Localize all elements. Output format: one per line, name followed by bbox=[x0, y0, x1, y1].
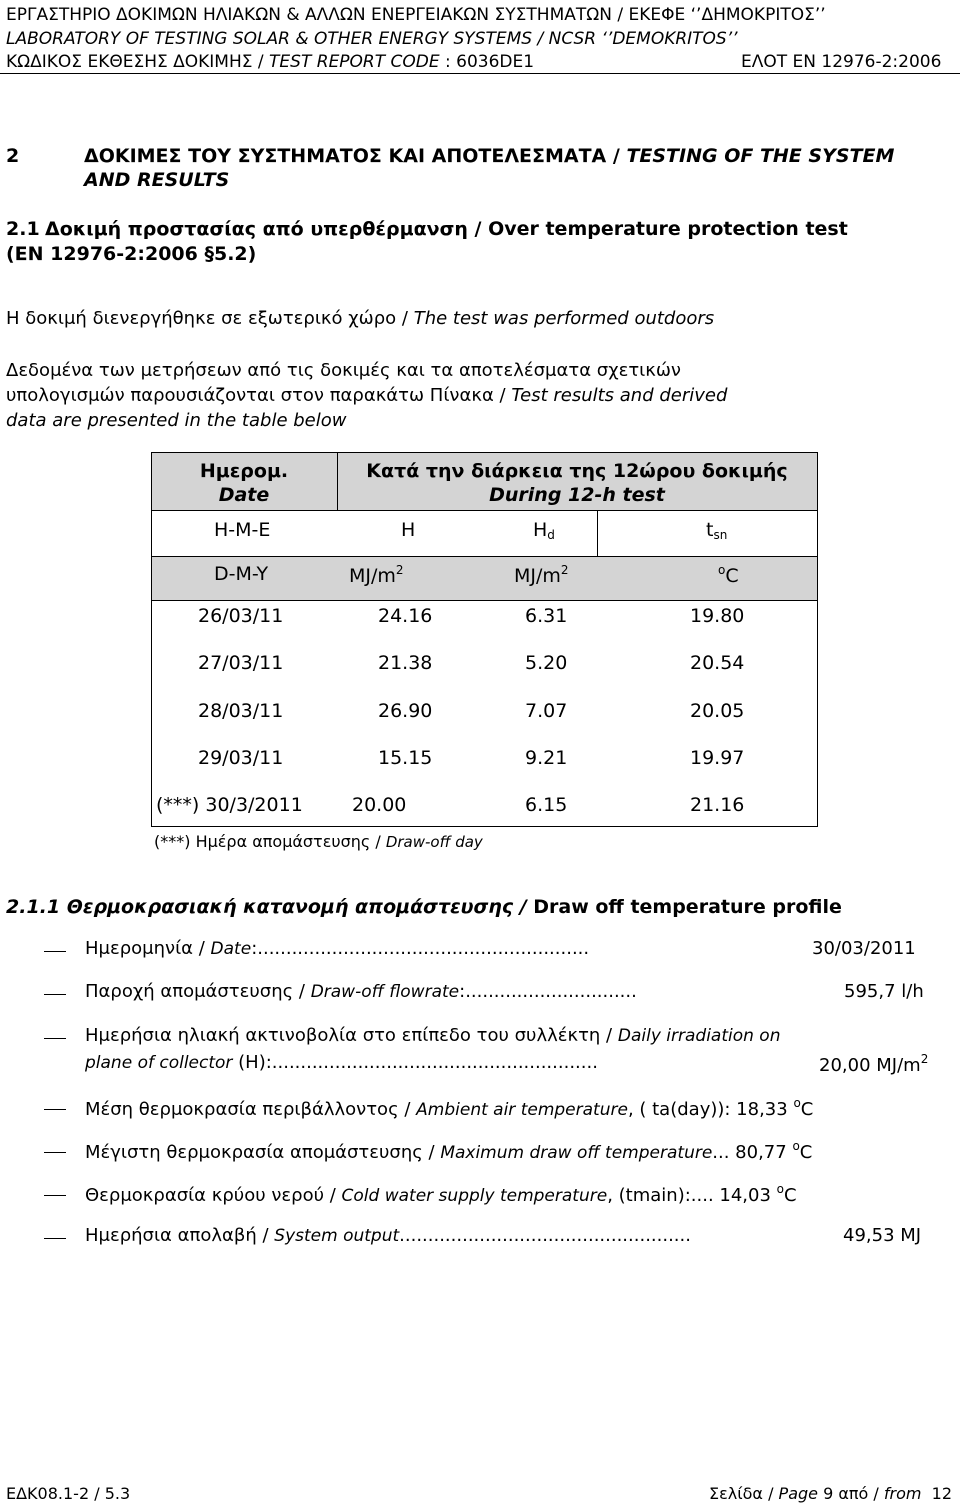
item-max-value: ... 80,77 bbox=[712, 1142, 793, 1163]
header-report-code bbox=[6, 51, 534, 73]
table-cell-h: 20.00 bbox=[352, 794, 407, 816]
item-system-output bbox=[85, 1225, 691, 1246]
item-ambient-unit: C bbox=[800, 1099, 814, 1120]
item-flowrate-english: Draw-off flowrate bbox=[310, 982, 460, 1002]
table-cell-date: (***) 30/3/2011 bbox=[156, 794, 303, 816]
item-cold-water-temp bbox=[85, 1182, 797, 1206]
table-unit-date: D-M-Y bbox=[214, 563, 269, 585]
table-footnote bbox=[154, 832, 483, 851]
bullet-dash bbox=[44, 1152, 66, 1153]
table-symbol-h: H bbox=[401, 519, 416, 541]
irradiation-value-main: 20,00 MJ/m bbox=[819, 1055, 921, 1076]
item-irradiation-value bbox=[819, 1052, 928, 1076]
item-max-drawoff-temp bbox=[85, 1139, 812, 1163]
paragraph-data-line1: Δεδομένα των μετρήσεων από τις δοκιμές και τα αποτελέσματα σχετικών bbox=[6, 360, 681, 381]
item-cold-degree: o bbox=[776, 1182, 784, 1196]
symbol-tsn-sub: sn bbox=[713, 528, 728, 542]
item-flowrate bbox=[85, 981, 637, 1002]
item-max-unit: C bbox=[799, 1142, 813, 1163]
item-date-value: 30/03/2011 bbox=[812, 938, 916, 959]
report-code-label: ΚΩΔΙΚΟΣ ΕΚΘΕΣΗΣ ΔΟΚΙΜΗΣ / bbox=[6, 52, 270, 72]
table-header-date-english: Date bbox=[218, 484, 270, 506]
table-cell-tsn: 19.80 bbox=[690, 605, 745, 627]
table-cell-tsn: 21.16 bbox=[690, 794, 745, 816]
unit-h-main: MJ/m bbox=[349, 565, 396, 587]
table-border-units-top bbox=[151, 556, 817, 557]
unit-t-main: C bbox=[725, 565, 739, 587]
table-cell-hd: 5.20 bbox=[525, 652, 568, 674]
table-cell-date: 26/03/11 bbox=[198, 605, 284, 627]
footnote-greek: (***) Ημέρα απομάστευσης / bbox=[154, 832, 386, 851]
item-max-english: Maximum draw off temperature bbox=[440, 1143, 713, 1163]
footer-from-greek: 9 από / bbox=[818, 1484, 884, 1503]
irradiation-value-sup: 2 bbox=[920, 1052, 929, 1066]
section-211-title-english: Draw off temperature profile bbox=[533, 896, 842, 918]
table-cell-hd: 7.07 bbox=[525, 700, 568, 722]
unit-h-sup: 2 bbox=[395, 563, 404, 577]
item-date bbox=[85, 938, 589, 959]
symbol-hd-sub: d bbox=[547, 528, 555, 542]
table-cell-date: 29/03/11 bbox=[198, 747, 284, 769]
table-cell-date: 27/03/11 bbox=[198, 652, 284, 674]
item-ambient-temp bbox=[85, 1096, 813, 1120]
section-2-title-greek: ΔΟΚΙΜΕΣ ΤΟΥ ΣΥΣΤΗΜΑΤΟΣ ΚΑΙ ΑΠΟΤΕΛΕΣΜΑΤΑ / bbox=[84, 145, 627, 167]
paragraph-outdoors-english: The test was performed outdoors bbox=[413, 308, 715, 329]
item-output-english: System output bbox=[274, 1226, 400, 1246]
table-border-units-bottom bbox=[151, 600, 817, 601]
item-date-greek: Ημερομηνία / bbox=[85, 938, 211, 959]
table-unit-hd bbox=[514, 563, 569, 587]
section-2-title bbox=[84, 145, 894, 167]
item-irradiation-english: Daily irradiation on bbox=[617, 1026, 781, 1046]
table-header-period-greek: Κατά την διάρκεια της 12ώρου δοκιμής bbox=[366, 460, 788, 482]
table-symbol-tsn bbox=[706, 519, 727, 542]
table-border-left bbox=[151, 452, 152, 827]
section-21-title bbox=[45, 218, 848, 240]
item-flowrate-greek: Παροχή απομάστευσης / bbox=[85, 981, 311, 1002]
item-output-dots: ................................................... bbox=[399, 1225, 691, 1246]
bullet-dash bbox=[44, 1238, 66, 1239]
item-max-degree: o bbox=[792, 1139, 800, 1153]
symbol-tsn-main: t bbox=[706, 519, 714, 541]
table-header-date-greek: Ημερομ. bbox=[199, 460, 289, 482]
header-divider bbox=[0, 73, 960, 74]
table-border-top bbox=[151, 452, 817, 453]
item-ambient-value: , ( ta(day)): 18,33 bbox=[627, 1099, 794, 1120]
item-output-greek: Ημερήσια απολαβή / bbox=[85, 1225, 275, 1246]
table-cell-h: 26.90 bbox=[378, 700, 433, 722]
header-lab-name-english: LABORATORY OF TESTING SOLAR & OTHER ENERGY SYSTEMS / NCSR ‘’DEMOKRITOS’’ bbox=[6, 29, 738, 49]
table-cell-hd: 6.31 bbox=[525, 605, 568, 627]
table-symbol-hd bbox=[533, 519, 555, 542]
item-cold-english: Cold water supply temperature bbox=[341, 1186, 608, 1206]
item-irradiation-english-cont: plane of collector bbox=[85, 1053, 233, 1073]
unit-t-sup: o bbox=[718, 563, 726, 577]
section-211-title bbox=[6, 896, 842, 918]
table-border-header-bottom bbox=[151, 510, 817, 511]
item-max-greek: Μέγιστη θερμοκρασία απομάστευσης / bbox=[85, 1142, 441, 1163]
item-cold-value: , (tmain):.... 14,03 bbox=[607, 1185, 777, 1206]
table-cell-tsn: 20.05 bbox=[690, 700, 745, 722]
report-code-value: : 6036DE1 bbox=[439, 52, 535, 72]
table-border-right bbox=[817, 452, 818, 827]
section-2-title-english: TESTING OF THE SYSTEM bbox=[626, 145, 895, 167]
section-21-title-english: Over temperature protection test bbox=[488, 218, 848, 240]
table-cell-tsn: 20.54 bbox=[690, 652, 745, 674]
section-211-title-greek: Θερμοκρασιακή κατανομή απομάστευσης / bbox=[66, 896, 534, 918]
report-code-label-en: TEST REPORT CODE bbox=[269, 52, 440, 72]
footer-total-pages: 12 bbox=[921, 1484, 953, 1503]
section-21-title-greek: Δοκιμή προστασίας από υπερθέρμανση / bbox=[45, 218, 489, 240]
item-ambient-english: Ambient air temperature bbox=[416, 1100, 628, 1120]
section-21-number: 2.1 bbox=[6, 218, 40, 240]
item-cold-unit: C bbox=[784, 1185, 797, 1206]
footer-page-greek: Σελίδα / bbox=[709, 1484, 779, 1503]
item-irradiation-greek: Ημερήσια ηλιακή ακτινοβολία στο επίπεδο του συλλέκτη / bbox=[85, 1025, 618, 1046]
table-border-bottom bbox=[151, 826, 817, 827]
table-unit-h bbox=[349, 563, 404, 587]
table-header-period-english: During 12-h test bbox=[489, 484, 665, 506]
table-cell-date: 28/03/11 bbox=[198, 700, 284, 722]
item-irradiation bbox=[85, 1025, 780, 1046]
table-cell-h: 24.16 bbox=[378, 605, 433, 627]
table-cell-h: 15.15 bbox=[378, 747, 433, 769]
item-flowrate-value: 595,7 l/h bbox=[844, 981, 924, 1002]
bullet-dash bbox=[44, 1195, 66, 1196]
paragraph-outdoors-greek: Η δοκιμή διενεργήθηκε σε εξωτερικό χώρο / bbox=[6, 308, 414, 329]
paragraph-data-line3: data are presented in the table below bbox=[6, 410, 347, 431]
paragraph-data-line2 bbox=[6, 385, 727, 406]
item-ambient-greek: Μέση θερμοκρασία περιβάλλοντος / bbox=[85, 1099, 417, 1120]
table-cell-h: 21.38 bbox=[378, 652, 433, 674]
section-21-reference: (ΕΝ 12976-2:2006 §5.2) bbox=[6, 243, 257, 265]
table-symbol-date: H-M-E bbox=[214, 519, 271, 541]
table-cell-hd: 6.15 bbox=[525, 794, 568, 816]
item-date-english: Date bbox=[210, 939, 252, 959]
bullet-dash bbox=[44, 951, 66, 952]
item-system-output-value: 49,53 MJ bbox=[843, 1225, 922, 1246]
item-cold-greek: Θερμοκρασία κρύου νερού / bbox=[85, 1185, 342, 1206]
item-date-dots: :.......................................................... bbox=[251, 938, 590, 959]
section-2-number: 2 bbox=[6, 145, 20, 167]
paragraph-outdoors bbox=[6, 308, 714, 329]
table-border-symbol-split bbox=[597, 510, 598, 556]
table-cell-tsn: 19.97 bbox=[690, 747, 745, 769]
bullet-dash bbox=[44, 1109, 66, 1110]
footer-page-english: Page bbox=[778, 1484, 818, 1503]
symbol-hd-main: H bbox=[533, 519, 548, 541]
bullet-dash bbox=[44, 994, 66, 995]
paragraph-data-greek: υπολογισμών παρουσιάζονται στον παρακάτω Πίνακα / bbox=[6, 385, 512, 406]
section-2-title-english-cont: AND RESULTS bbox=[84, 169, 230, 191]
bullet-dash bbox=[44, 1038, 66, 1039]
header-standard: ΕΛΟΤ ΕΝ 12976-2:2006 bbox=[741, 52, 942, 72]
header-lab-name-greek: ΕΡΓΑΣΤΗΡΙΟ ΔΟΚΙΜΩΝ ΗΛΙΑΚΩΝ & ΑΛΛΩΝ ΕΝΕΡΓΕΙΑΚΩΝ ΣΥΣΤΗΜΑΤΩΝ / ΕΚΕΦΕ ‘’ΔΗΜΟΚΡΙΤΟΣ’’ bbox=[6, 5, 826, 25]
footer-page-number bbox=[709, 1484, 952, 1503]
footnote-english: Draw-off day bbox=[385, 833, 483, 851]
table-cell-hd: 9.21 bbox=[525, 747, 568, 769]
unit-hd-main: MJ/m bbox=[514, 565, 561, 587]
item-ambient-degree: o bbox=[793, 1096, 801, 1110]
footer-document-code: ΕΔΚ08.1-2 / 5.3 bbox=[6, 1484, 131, 1503]
item-irradiation-line2 bbox=[85, 1052, 598, 1073]
item-irradiation-dots: (H):......................................................... bbox=[232, 1052, 598, 1073]
section-211-number: 2.1.1 bbox=[6, 896, 61, 918]
paragraph-data-english: Test results and derived bbox=[511, 385, 728, 406]
table-unit-t bbox=[718, 563, 739, 587]
unit-hd-sup: 2 bbox=[560, 563, 569, 577]
footer-from-english: from bbox=[883, 1484, 922, 1503]
item-flowrate-dots: :.............................. bbox=[459, 981, 637, 1002]
